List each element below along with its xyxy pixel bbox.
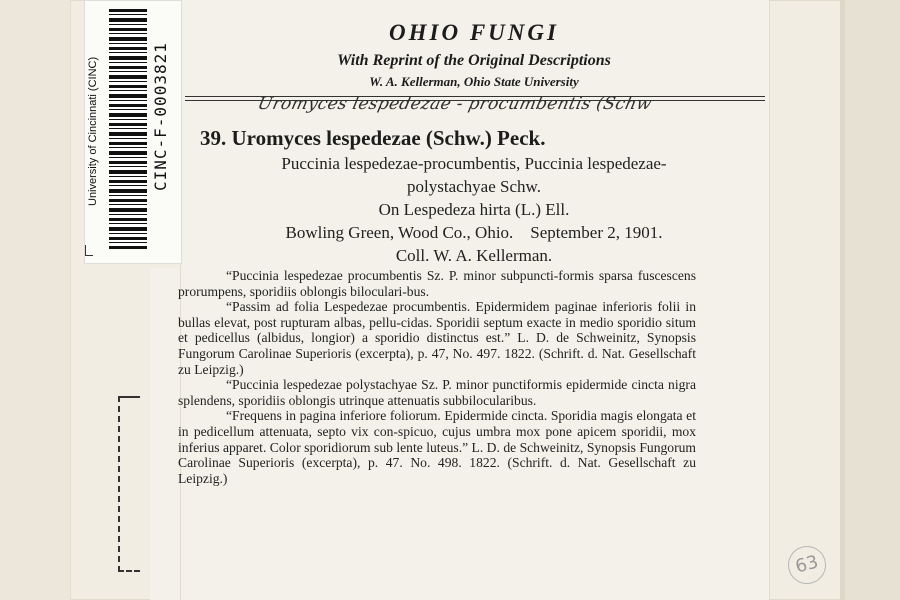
left-background-strip xyxy=(0,0,70,600)
specimen-bracket xyxy=(118,396,140,572)
description-paragraph-4: “Frequens in pagina inferiore foliorum. Epidermide cincta. Sporidia magis elongata et in pedicellum attenuata, septo vix con-spicuo, cujus umbra mox pone apicem sporidii, mox inferius apparet. Color sporidiorum sub lente luteus.” L. D. de Schweinitz, Synopsis Fungorum Carolinae Superioris (excerpta), p. 47. No. 498. 1822. (Schrift. d. Nat. Gesellschaft zu Leipzig.) xyxy=(178,408,696,486)
host-line: On Lespedeza hirta (L.) Ell. xyxy=(378,200,570,219)
collector-line: Coll. W. A. Kellerman. xyxy=(395,246,553,265)
right-background-strip xyxy=(845,0,900,600)
synonyms-line-2: polystachyae Schw. xyxy=(407,177,541,196)
description-paragraph-3: “Puccinia lespedezae polystachyae Sz. P. minor punctiformis epidermide cincta nigra splendens, sporidiis oblongis utrinque attenuatis subbilocularibus. xyxy=(178,377,696,408)
label-header xyxy=(180,20,768,90)
pencil-annotation: 63 xyxy=(784,542,831,589)
description-paragraph-2: “Passim ad folia Lespedezae procumbentis. Epidermidem paginae inferioris folii in bullas elevat, post rupturam albas, pellu-cidas. Sporidii septum exacte in medio sporidio situm et pedicellus (albidus, longior) a sporidio distinctus est.” L. D. de Schweinitz, Synopsis Fungorum Carolinae Superioris (excerpta), p. 47, No. 497. 1822. (Schrift. d. Nat. Gesellschaft zu Leipzig.) xyxy=(178,299,696,377)
species-heading: 39. Uromyces lespedezae (Schw.) Peck. xyxy=(200,126,546,150)
series-title: OHIO FUNGI xyxy=(389,20,559,45)
series-subtitle: With Reprint of the Original Descriptions xyxy=(337,52,611,69)
author-line: W. A. Kellerman, Ohio State University xyxy=(369,74,579,89)
locality-line: Bowling Green, Wood Co., Ohio. September 2, 1901. xyxy=(285,223,663,242)
barcode-icon xyxy=(109,9,147,249)
institution-text: University of Cincinnati (CINC) xyxy=(87,56,99,206)
corner-mark xyxy=(85,245,93,256)
collection-details xyxy=(180,152,768,267)
specimen-id: CINC-F-0003821 xyxy=(151,42,170,191)
synonyms-line-1: Puccinia lespedezae-procumbentis, Puccinia lespedezae- xyxy=(281,154,667,173)
description-paragraph-1: “Puccinia lespedezae procumbentis Sz. P. minor subpuncti-formis sparsa fuscescens prorumpens, sporidiis oblongis biloculari-bus. xyxy=(178,268,696,299)
sheet-edge xyxy=(840,0,845,600)
original-descriptions xyxy=(178,268,696,486)
handwritten-name: Uromyces lespedezae - procumbentis (Schw xyxy=(255,94,654,114)
barcode-card xyxy=(84,0,182,264)
